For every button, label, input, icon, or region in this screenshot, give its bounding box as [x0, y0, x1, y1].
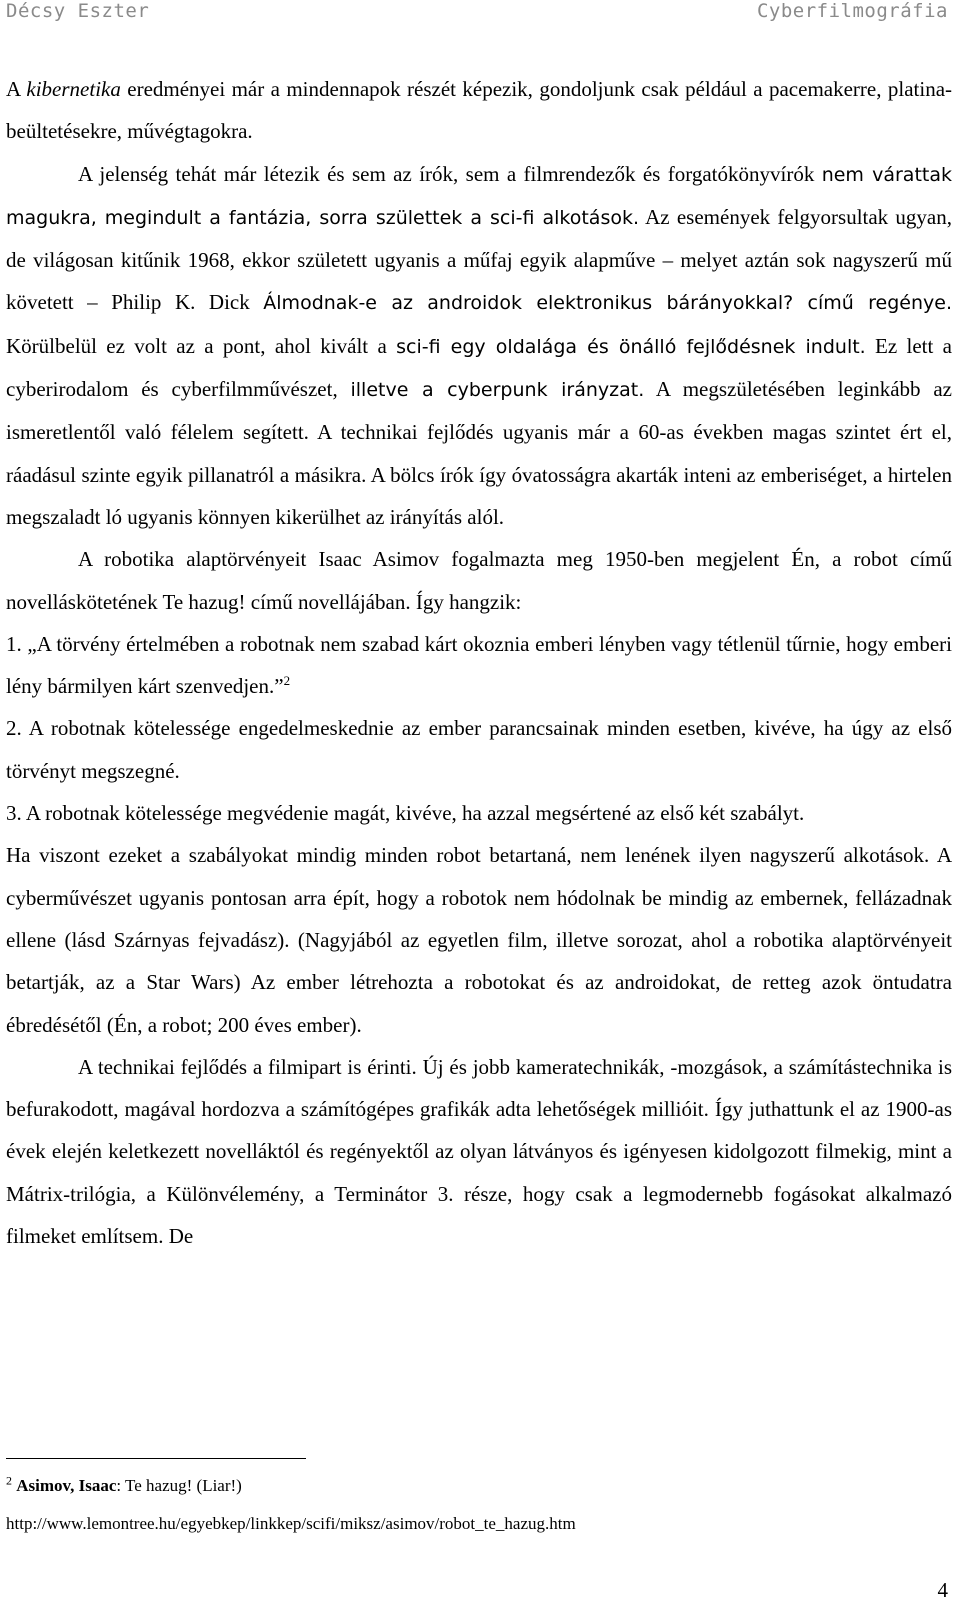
- footnote-title: : Te hazug! (Liar!): [116, 1476, 242, 1495]
- law-3: 3. A robotnak kötelessége megvédenie magát, kivéve, ha azzal megsértené az első két szabályt.: [6, 801, 805, 826]
- term-kibernetika: kibernetika: [26, 77, 121, 101]
- paragraph-cyberart: Ha viszont ezeket a szabályokat mindig minden robot betartaná, nem lenének ilyen nagyszerű alkotások. A cyberművészet ugyanis pontosan arra épít, hogy a robotok nem hódolnak be mindig az embernek, fellázadnak ellene (lásd Szárnyas fejvadász). (Nagyjából az egyetlen film, illetve sorozat, ahol a robotika alaptörvényeit betartják, az a Star Wars) Az ember létrehozta a robotokat és az androidokat, de retteg azok öntudatra ébredésétől (Én, a robot; 200 éves ember).: [6, 843, 952, 1037]
- footnote-divider: [6, 1458, 306, 1459]
- footnote-number: 2: [6, 1473, 12, 1488]
- law-1: 1. „A törvény értelmében a robotnak nem szabad kárt okoznia emberi lényben vagy tétlenül tűrnie, hogy emberi lény bármilyen kárt szenvedjen.”$^2$: [6, 631, 952, 699]
- header-author: Décsy Eszter: [6, 0, 150, 22]
- footnote-url[interactable]: http://www.lemontree.hu/egyebkep/linkkep/scifi/miksz/asimov/robot_te_hazug.htm: [6, 1514, 576, 1533]
- law-2: 2. A robotnak kötelessége engedelmeskednie az ember parancsainak minden esetben, kivéve, ha úgy az első törvényt megszegné.: [6, 716, 952, 783]
- body-text: [6, 68, 952, 1257]
- footnote: [6, 1467, 952, 1543]
- footnote-author: Asimov, Isaac: [16, 1476, 117, 1495]
- footnote-ref[interactable]: 2: [283, 673, 291, 689]
- footnote-citation: [6, 1467, 952, 1505]
- header-title: Cyberfilmográfia: [756, 0, 948, 22]
- paragraph-cybernetics: A kibernetika eredményei már a mindennapok részét képezik, gondoljunk csak például a pacemakerre, platina-beültetésekre, művégtagokra.: [6, 77, 953, 144]
- paragraph-technology: A technikai fejlődés a filmipart is érinti. Új és jobb kameratechnikák, -mozgások, a számítástechnika is befurakodott, magával hordozva a számítógépes grafikák adta lehetőségek millióit. Így juthattunk el az 1900-as évek elején keletkezett novelláktól és regényektől az olyan látványos és igényesen kidolgozott filmekig, mint a Mátrix-trilógia, a Különvélemény, a Terminátor 3. része, hogy csak a legmodernebb fogásokat alkalmazó filmeket említsem. De: [6, 1054, 952, 1249]
- paragraph-robotics-laws-intro: A robotika alaptörvényeit Isaac Asimov fogalmazta meg 1950-ben megjelent Én, a robot című novelláskötetének Te hazug! című novellájában. Így hangzik:: [6, 547, 952, 614]
- running-header: [0, 0, 960, 30]
- paragraph-history: A jelenség tehát már létezik és sem az írók, sem a filmrendezők és forgatókönyvírók nem várattak magukra, megindult a fantázia, sorra születtek a sci-fi alkotások. Az események felgyorsultak ugyan, de világosan kitűnik 1968, ekkor született ugyanis a műfaj egyik alapműve – melyet aztán sok nagyszerű mű követett – Philip K. Dick Álmodnak-e az androidok elektronikus bárányokkal? című regénye. Körülbelül ez volt az a pont, ahol kivált a sci-fi egy oldalága és önálló fejlődésnek indult. Ez lett a cyberirodalom és cyberfilmművészet, illetve a cyberpunk irányzat. A megszületésében leginkább az ismeretlentől való félelem segített. A technikai fejlődés ugyanis már a 60-as években magas szintet ért el, ráadásul szinte egyik pillanatról a másikra. A bölcs írók így óvatosságra akarták inteni az emberiséget, a hirtelen megszaladt ló ugyanis könnyen kikerülhet az irányítás alól.: [6, 161, 952, 529]
- page-number: 4: [937, 1578, 948, 1602]
